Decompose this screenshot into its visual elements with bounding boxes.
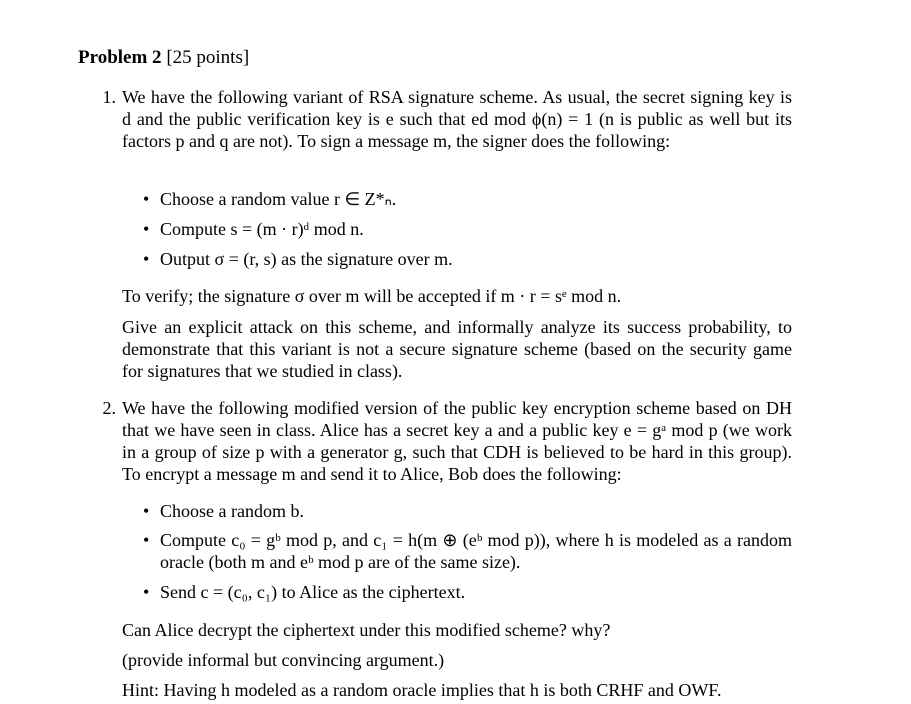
q1-verify: To verify; the signature σ over m will be accepted if m · r = sᵉ mod n. [122, 286, 622, 306]
q2-intro: We have the following modified version of the public key encryption scheme based on DH that we have seen in class. Alice has a secret key a and a public key e = gᵃ mod p (we work in a group of size p with a generator g, such that CDH is believed to be hard in this group). To encrypt a message m and send it to Alice, Bob does the following: [122, 398, 792, 484]
q1-bullet-text: Output σ = (r, s) as the signature over m. [160, 249, 453, 269]
bullet-icon: • [143, 501, 150, 521]
problem-points: [25 points] [166, 47, 250, 68]
bullet-icon: • [143, 189, 150, 209]
bullet-icon: • [143, 582, 150, 602]
q1-bullet-text: Compute s = (m · r)ᵈ mod n. [160, 219, 364, 239]
problem-heading [78, 47, 249, 69]
q2-question: Can Alice decrypt the ciphertext under this modified scheme? why? [122, 620, 611, 640]
bullet-icon: • [143, 219, 150, 239]
q1-bullet-text: Choose a random value r ∈ Z*ₙ. [160, 189, 397, 209]
q2-bullet-text: Send c = (c₀, c₁) to Alice as the ciphertext. [160, 582, 466, 602]
bullet-icon: • [143, 249, 150, 269]
q2-hint: Hint: Having h modeled as a random oracle implies that h is both CRHF and OWF. [122, 680, 722, 700]
q2-note: (provide informal but convincing argument.) [122, 650, 445, 670]
q2-bullet-text: Choose a random b. [160, 501, 304, 521]
q1-intro: We have the following variant of RSA signature scheme. As usual, the secret signing key is d and the public verification key is e such that ed mod ϕ(n) = 1 (n is public as well but its factors p and q are not). To sign a message m, the signer does the following: [122, 87, 792, 151]
q2-bullet-text: Compute c₀ = gᵇ mod p, and c₁ = h(m ⊕ (eᵇ mod p)), where h is modeled as a random oracle (both m and eᵇ mod p are of the same size). [160, 530, 792, 572]
q1-task: Give an explicit attack on this scheme, and informally analyze its success probability, to demonstrate that this variant is not a secure signature scheme (based on the security game for signatures that we studied in class). [122, 317, 792, 381]
bullet-icon: • [143, 530, 150, 550]
q1-number: 1. [102, 87, 116, 107]
problem-title: Problem 2 [78, 47, 162, 68]
q2-number: 2. [102, 398, 116, 418]
